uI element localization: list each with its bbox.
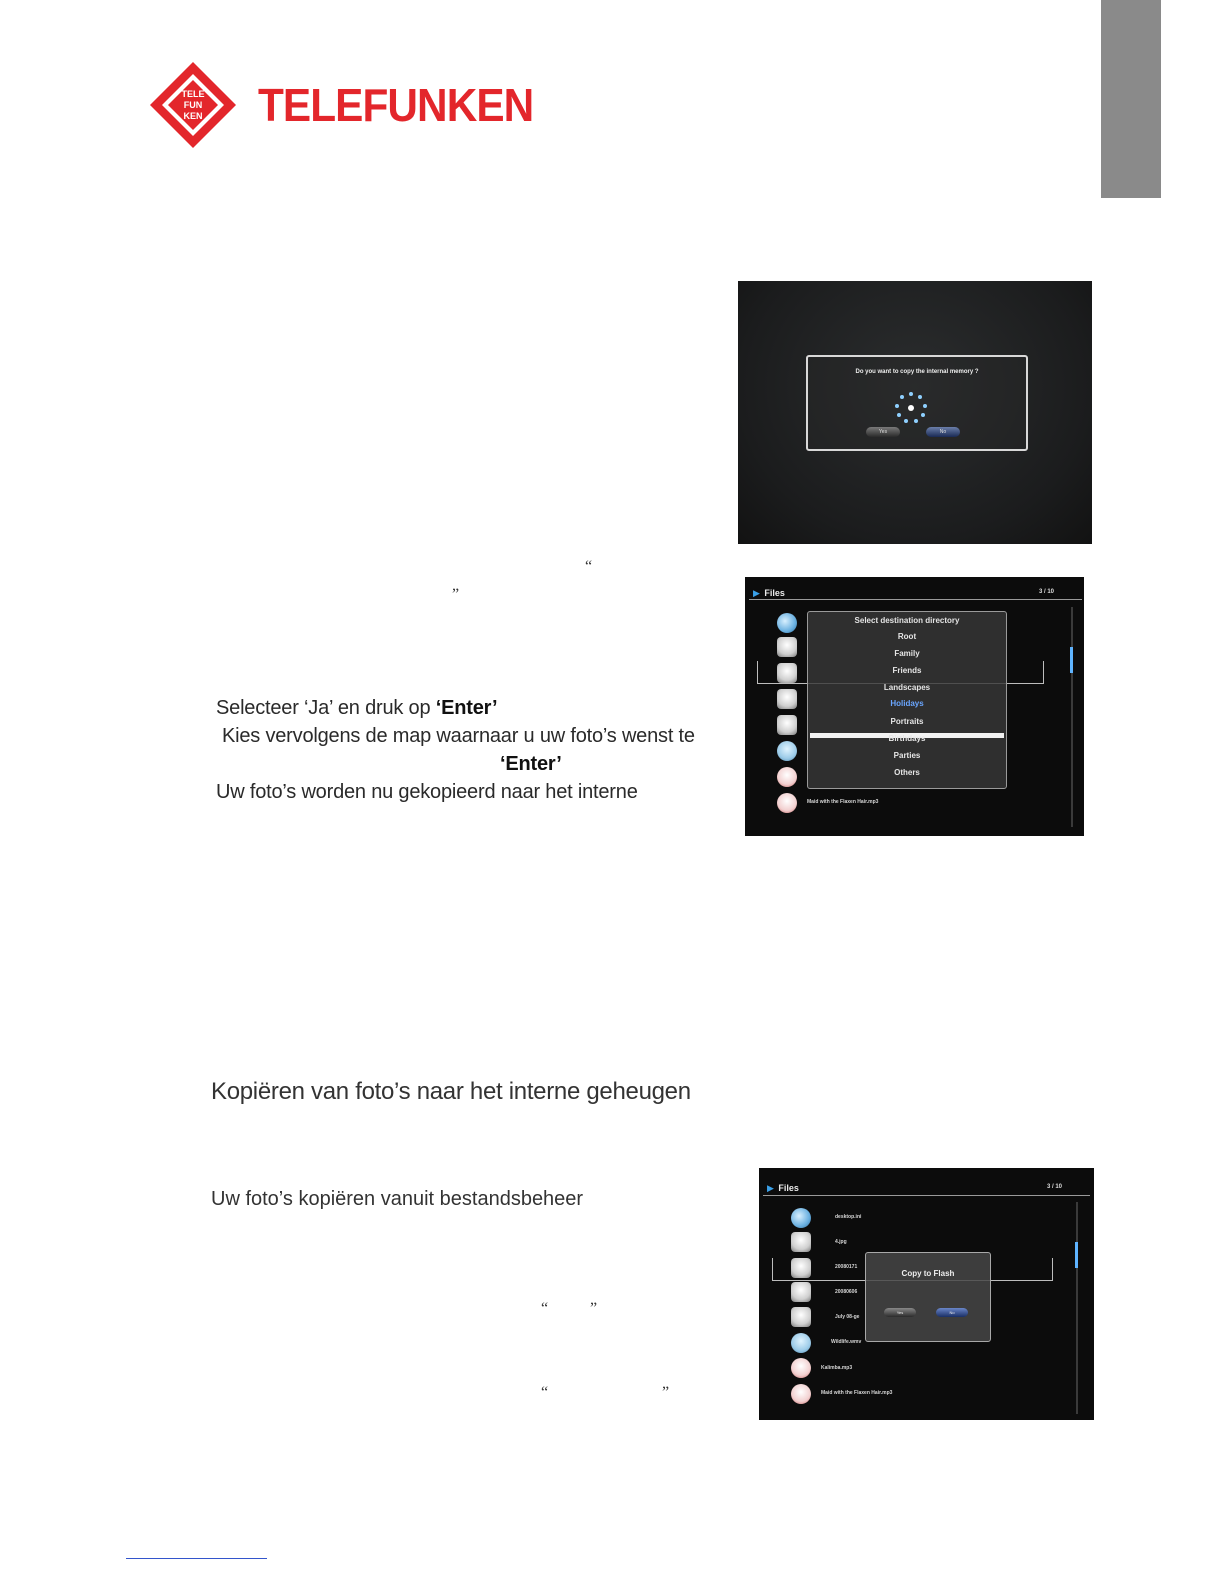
logo-line-1: TELE [181,89,205,99]
step-select-yes [216,694,497,722]
menu-item-friends[interactable]: Friends [892,666,922,675]
file-name[interactable]: Maid with the Flaxen Hair.mp3 [807,799,879,805]
open-quote: “ [541,1384,549,1401]
photo-file-icon [791,1282,811,1302]
file-name[interactable]: 4.jpg [835,1239,847,1245]
menu-item-birthdays[interactable]: Birthdays [888,734,926,743]
header-divider [749,599,1082,600]
logo-line-3: KEN [183,111,203,121]
photo-file-icon [791,1232,811,1252]
file-name[interactable]: 20080606 [835,1289,858,1295]
copy-dialog-title: Copy to Flash [901,1269,955,1278]
globe-file-icon [777,613,797,633]
no-button[interactable]: No [926,427,960,437]
loading-spinner-icon [894,391,928,425]
file-name[interactable]: July 08-ge [835,1314,860,1320]
destination-directory-screenshot [745,577,1084,836]
menu-item-portraits[interactable]: Portraits [890,717,924,726]
enter-key-label: ‘Enter’ [435,697,498,719]
music-file-icon [791,1358,811,1378]
brand-name: TELEFUNKEN [258,79,534,131]
step-copying: Uw foto’s worden nu gekopieerd naar het interne [216,781,638,803]
copy-prompt-screenshot [738,281,1092,544]
files-header [767,1178,799,1196]
destination-menu [807,611,1007,789]
file-name[interactable]: desktop.ini [835,1214,862,1220]
file-name[interactable]: Kalimba.mp3 [821,1365,853,1371]
scrollbar-track[interactable] [1076,1202,1078,1414]
file-name[interactable]: 20080171 [835,1264,858,1270]
video-file-icon [791,1333,811,1353]
telefunken-logo-icon [148,60,238,150]
video-file-icon [777,741,797,761]
photo-file-icon [777,689,797,709]
globe-file-icon [791,1208,811,1228]
section-subheading: Uw foto’s kopiëren vanuit bestandsbeheer [211,1188,584,1210]
enter-key-label: ‘Enter’ [500,753,562,775]
file-name[interactable]: Wildlife.wmv [831,1339,862,1345]
play-arrow-icon: ▶ [767,1183,774,1193]
close-quote: ” [590,1300,598,1317]
step-choose-folder: Kies vervolgens de map waarnaar u uw foto’s wenst te [222,725,695,747]
logo-line-2: FUN [183,100,203,110]
menu-title: Select destination directory [854,616,960,625]
menu-item-family[interactable]: Family [894,649,920,658]
side-tab [1101,0,1161,198]
step-select-yes-text: Selecteer ‘Ja’ en druk op [216,697,436,719]
no-button[interactable]: No [936,1308,968,1317]
page-counter: 3 / 10 [1039,589,1055,595]
scrollbar-track[interactable] [1071,607,1073,827]
scrollbar-thumb[interactable] [1075,1242,1078,1268]
open-quote: “ [585,558,593,575]
menu-item-holidays[interactable]: Holidays [890,699,924,708]
menu-item-parties[interactable]: Parties [893,751,921,760]
open-quote: “ [541,1300,549,1317]
menu-item-root[interactable]: Root [897,632,917,641]
music-file-icon [791,1384,811,1404]
menu-item-others[interactable]: Others [894,768,920,777]
yes-button[interactable]: Yes [884,1308,916,1317]
scrollbar-thumb[interactable] [1070,647,1073,673]
photo-file-icon [791,1307,811,1327]
copy-to-flash-screenshot [759,1168,1094,1420]
file-name[interactable]: Maid with the Flaxen Hair.mp3 [821,1390,893,1396]
files-title: Files [778,1183,799,1193]
page-counter: 3 / 10 [1047,1184,1063,1190]
copy-prompt-text: Do you want to copy the internal memory ? [855,369,979,375]
photo-file-icon [777,715,797,735]
close-quote: ” [662,1384,670,1401]
photo-file-icon [777,637,797,657]
files-title: Files [764,588,785,598]
close-quote: ” [452,586,460,603]
menu-item-landscapes[interactable]: Landscapes [883,683,931,692]
yes-button[interactable]: Yes [866,427,900,437]
music-file-icon [777,767,797,787]
music-file-icon [777,793,797,813]
copy-prompt-dialog [806,355,1028,451]
header-divider [763,1195,1090,1196]
play-arrow-icon: ▶ [753,588,760,598]
section-heading: Kopiëren van foto’s naar het interne geheugen [211,1078,691,1105]
footer-link-underline[interactable] [126,1558,267,1559]
copy-to-flash-dialog [865,1252,991,1342]
